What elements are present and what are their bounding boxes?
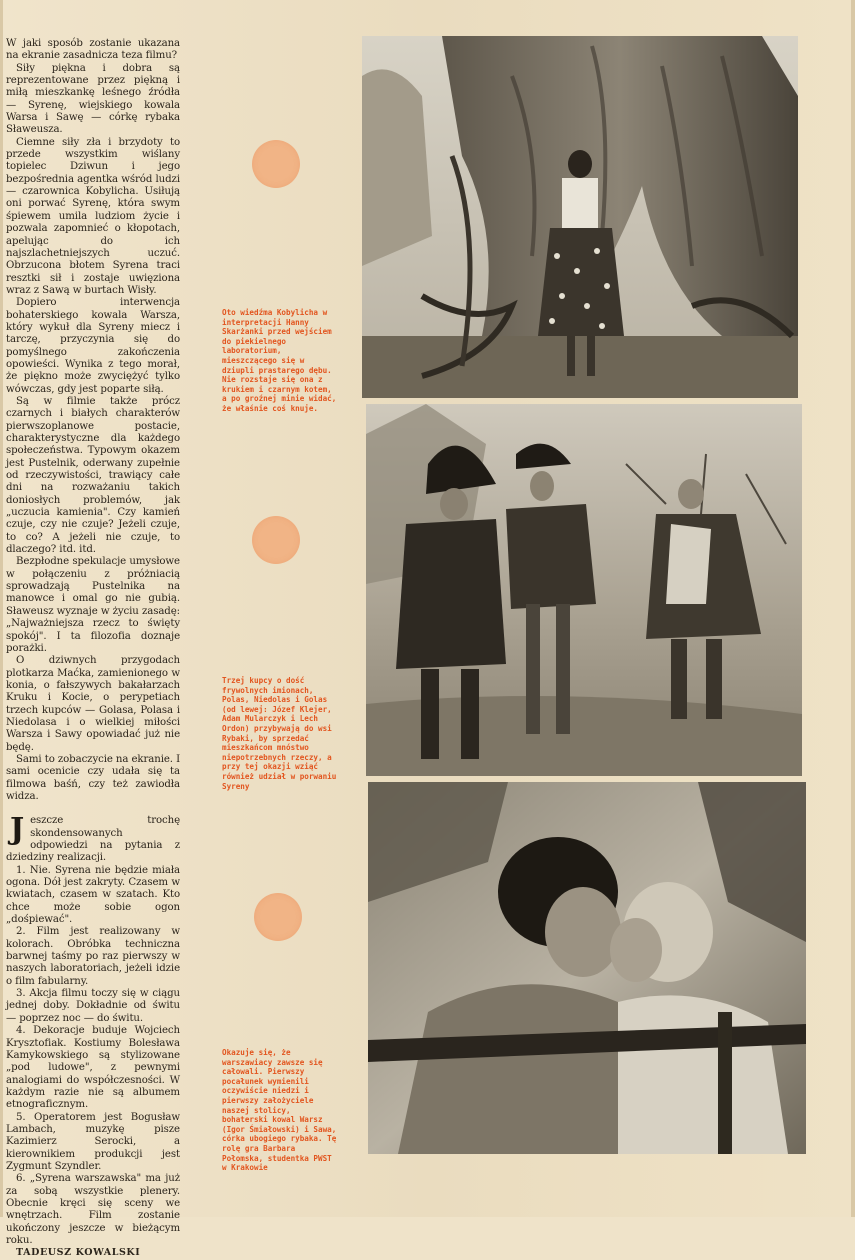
answer-item: 2. Film jest realizowany w kolorach. Obróbka techniczna barwnej taśmy po raz pierwszy w naszych laboratoriach, jeżeli idzie o film fabularny. xyxy=(6,926,180,987)
photo-caption-3: Okazuje się, że warszawiacy zawsze się całowali. Pierwszy pocałunek wymienili oczywiście niedzi i pierwszy założyciele naszej stolicy, bohaterski kowal Warsz (Igor Śmiałowski) i Sawa, córka ubogiego rybaka. Tę rolę gra Barbara Połomska, studentka PWST w Krakowie xyxy=(222,1048,337,1173)
article-column xyxy=(6,38,180,1260)
article-paragraph: Dopiero interwencja bohaterskiego kowala Warsza, który wykuł dla Syreny miecz i tarczę, przyczynia się do pomyślnego zakończenia opowieści. Wynika z tego morał, że piękno może zwyciężyć tylko wówczas, gdy jest poparte siłą. xyxy=(6,297,180,395)
author-byline: TADEUSZ KOWALSKI xyxy=(16,1247,141,1259)
answer-item: 1. Nie. Syrena nie będzie miała ogona. Dół jest zakryty. Czasem w kwiatach, czasem w szatach. Kto chce może sobie ogon „dośpiewać". xyxy=(6,864,180,926)
answer-item: 4. Dekoracje buduje Wojciech Krysztofiak. Kostiumy Bolesława Kamykowskiego są stylizowane „pod ludowe", z pewnymi analogiami do współczesności. W każdym razie nie są albumem etnograficznym. xyxy=(6,1025,180,1111)
qa-intro xyxy=(6,812,180,864)
article-paragraph: Bezpłodne spekulacje umysłowe w połączeniu z próżniacią sprowadzają Pustelnika na manowce i omal go nie gubią. Sławeusz wyznaje w życiu zasadę: „Najważniejsza rzecz to święty spokój". I ta filozofia doznaje porażki. xyxy=(6,556,180,654)
article-paragraph: Sami to zobaczycie na ekranie. I sami ocenicie czy udała się ta filmowa baśń, czy też zawiodła widza. xyxy=(6,753,180,802)
drop-cap: J xyxy=(10,812,25,848)
article-paragraph: W jaki sposób zostanie ukazana na ekranie zasadnicza teza filmu? xyxy=(6,38,180,62)
article-paragraph: Siły piękna i dobra są reprezentowane przez piękną i miłą mieszkankę leśnego źródła — Syrenę, wiejskiego kowala Warsa i Sawę — córkę rybaka Sławeusza. xyxy=(6,62,180,136)
article-paragraph: O dziwnych przygodach plotkarza Maćka, zamienionego w konia, o fałszywych bakałarzach Kruku i Kocie, o perypetiach trzech kupców — Golasa, Polasa i Niedolasa i o wielkiej miłości Warsza i Sawy opowiadać już nie będę. xyxy=(6,655,180,753)
section-gap xyxy=(6,803,180,815)
article-paragraph: Ciemne siły zła i brzydoty to przede wszystkim wiślany topielec Dziwun i jego bezpośrednia agentka wśród ludzi — czarownica Kobylicha. Usiłują oni porwać Syrenę, która swym śpiewem umila ludziom życie i pozwala zapomnieć o kłopotach, apelując do ich najszlachetniejszych uczuć. Obrzucona błotem Syrena traci resztki sił i zostaje uwięziona wraz z Sawą w burtach Wisły. xyxy=(6,136,180,296)
answer-item: 3. Akcja filmu toczy się w ciągu jednej doby. Dokładnie od świtu — poprzez noc — do świtu. xyxy=(6,988,180,1024)
article-paragraph: Są w filmie także prócz czarnych i białych charakterów pierwszoplanowe postacie, charakterystyczne dla każdego społeczeństwa. Typowym okazem jest Pustelnik, oderwany zupełnie od rzeczywistości, trawiący całe dni na rozważaniu takich doniosłych problemów, jak „uczucia kamienia". Czy kamień czuje, czy nie czuje? Jeżeli czuje, to co? A jeżeli nie czuje, to dlaczego? itd. itd. xyxy=(6,395,180,556)
answer-item: 6. „Syrena warszawska" ma już za sobą wszystkie plenery. Obecnie kręci się sceny we wnętrzach. Film zostanie ukończony jeszcze w bieżącym roku. xyxy=(6,1173,180,1246)
photo-three-merchants xyxy=(366,404,802,776)
page-edge-left xyxy=(0,0,3,1217)
page-edge-right xyxy=(851,0,855,1217)
photo-caption-1: Oto wiedźma Kobylicha w interpretacji Hanny Skarżanki przed wejściem do piekielnego laboratorium, mieszczącego się w dziupli prastarego dębu. Nie rozstaje się ona z krukiem i czarnym kotem, a po groźnej minie widać, że właśnie coś knuje. xyxy=(222,308,337,413)
photo-kiss xyxy=(368,782,806,1154)
decorative-dot xyxy=(252,516,300,564)
photo-caption-2: Trzej kupcy o dość frywolnych imionach, Polas, Niedolas i Golas (od lewej: Józef Klejer, Adam Mularczyk i Lech Ordon) przybywają do wsi Rybaki, by sprzedać mieszkańcom mnóstwo niepotrzebnych rzeczy, a przy tej okazji wziąć również udział w porwaniu Syreny xyxy=(222,676,337,791)
photo-witch-oak xyxy=(362,36,798,398)
qa-intro-text: eszcze trochę skondensowanych odpowiedzi na pytania z dziedziny realizacji. xyxy=(6,815,180,864)
decorative-dot xyxy=(254,893,302,941)
decorative-dot xyxy=(252,140,300,188)
answer-item: 5. Operatorem jest Bogusław Lambach, muzykę pisze Kazimierz Serocki, a kierownikiem produkcji jest Zygmunt Szyndler. xyxy=(6,1111,180,1172)
